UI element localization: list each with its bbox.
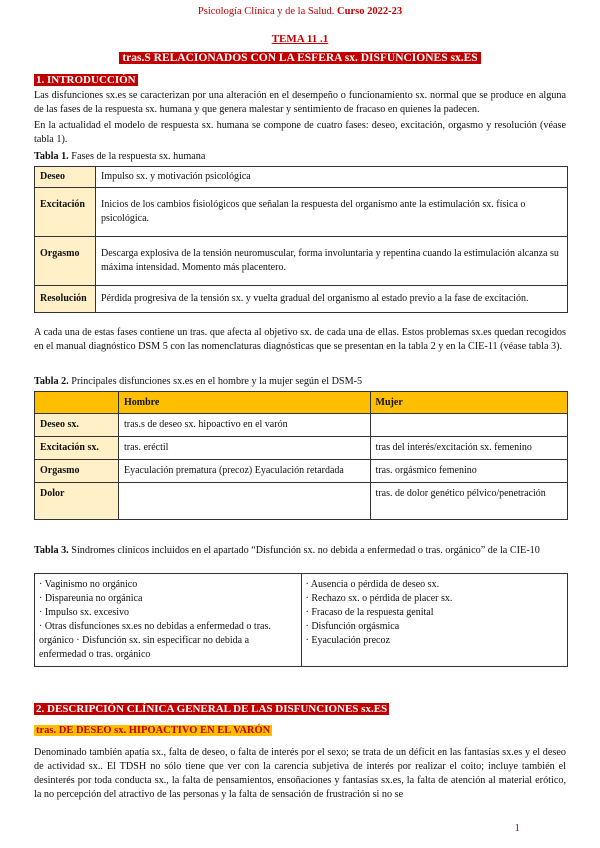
tema-title: TEMA 11 .1 — [271, 33, 329, 45]
course-year: Curso 2022-23 — [337, 6, 403, 17]
table-row: Dolor tras. de dolor genético pélvico/penetración — [35, 483, 568, 520]
list-item: · Eyaculación precoz — [305, 635, 390, 646]
table3-left-column — [35, 574, 302, 667]
list-item: · Fracaso de la respuesta genital — [305, 607, 434, 618]
table3 — [34, 573, 568, 667]
table3-caption: Tabla 3. Síndromes clínicos incluidos en el apartado “Disfunción sx. no debida a enfermedad o tras. orgánico” de la CIE-10 — [34, 545, 540, 556]
list-item: · Vaginismo no orgánico — [39, 579, 138, 590]
section1-heading: 1. INTRODUCCIÓN — [36, 74, 136, 86]
table3-right-column — [301, 574, 568, 667]
section1-paragraph1: Las disfunciones sx.es se caracterizan por una alteración en el desempeño o funcionamiento sx. normal que se produce en alguna de las fases de la respuesta sx. humana y que genera malestar y sentimiento de fracaso en quienes la padecen. — [34, 90, 566, 115]
list-item: · Otras disfunciones sx.es no debidas a enfermedad o tras. orgánico · Disfunción sx. sin especificar no debida a enfermedad o tras. orgánico — [39, 621, 271, 660]
list-item: · Rechazo sx. o pérdida de placer sx. — [305, 593, 453, 604]
table-row — [35, 574, 568, 667]
table-row: Resolución Pérdida progresiva de la tensión sx. y vuelta gradual del organismo al estado previo a la fase de excitación. — [35, 286, 568, 313]
section2-paragraph1: Denominado también apatía sx., falta de deseo, o falta de interés por el sexo; se trata de un déficit en las fantasías sx.es y el deseo de actividad sx.. El TDSH no sólo tiene que ver con la carencia subjetiva de interés por realizar el coito; incluye también el desinterés por toda conducta sx., la falta de pensamientos, ensoñaciones y fantasías sx.es, la falta de atención al material erótico, la no percepción del atractivo de las personas y la falta de sensación de frustración si no se — [34, 747, 566, 800]
table2-caption: Tabla 2. Principales disfunciones sx.es en el hombre y la mujer según el DSM-5 — [34, 376, 363, 387]
list-item: · Impulso sx. excesivo — [39, 607, 129, 618]
paragraph-fases: A cada una de estas fases contiene un tras. que afecta al objetivo sx. de cada una de ellas. Estos problemas sx.es quedan recogidos en el manual diagnóstico DSM 5 con las nomenclaturas diagnósticas que se presentan en la tabla 2 y en la CIE-11 (véase tabla 3). — [34, 327, 566, 352]
list-item: · Disfunción orgásmica — [305, 621, 400, 632]
list-item: · Ausencia o pérdida de deseo sx. — [305, 579, 440, 590]
table-row: Deseo sx. tras.s de deseo sx. hipoactivo en el varón — [35, 414, 568, 437]
running-header — [0, 6, 600, 17]
page-number: 1 — [514, 822, 520, 834]
course-name: Psicología Clínica y de la Salud. — [197, 6, 335, 17]
table-row: Excitación Inicios de los cambios fisiológicos que señalan la respuesta del organismo ante la estimulación sx. física o psicológica. — [35, 188, 568, 237]
table1-caption: Tabla 1. Fases de la respuesta sx. humana — [34, 151, 206, 162]
table2 — [34, 391, 568, 520]
table-row: Orgasmo Eyaculación prematura (precoz) Eyaculación retardada tras. orgásmico femenino — [35, 460, 568, 483]
table-header-row: Hombre Mujer — [35, 392, 568, 414]
section1-paragraph2: En la actualidad el modelo de respuesta sx. humana se compone de cuatro fases: deseo, excitación, orgasmo y resolución (véase tabla 1). — [34, 120, 566, 145]
table1 — [34, 166, 568, 313]
section2-subheading: tras. DE DESEO sx. HIPOACTIVO EN EL VARÓN — [36, 725, 271, 736]
section2-heading: 2. DESCRIPCIÓN CLÍNICA GENERAL DE LAS DISFUNCIONES sx.ES — [36, 703, 388, 715]
table-row: Orgasmo Descarga explosiva de la tensión neuromuscular, forma involuntaria y repentina cuando la estimulación alcanza su máxima intensidad. Momento más placentero. — [35, 237, 568, 286]
table-row: Excitación sx. tras. eréctil tras del interés/excitación sx. femenino — [35, 437, 568, 460]
table-row: Deseo Impulso sx. y motivación psicológica — [35, 167, 568, 188]
list-item: · Dispareunia no orgánica — [39, 593, 143, 604]
chapter-subtitle: tras.S RELACIONADOS CON LA ESFERA sx. DISFUNCIONES sx.ES — [0, 48, 600, 66]
